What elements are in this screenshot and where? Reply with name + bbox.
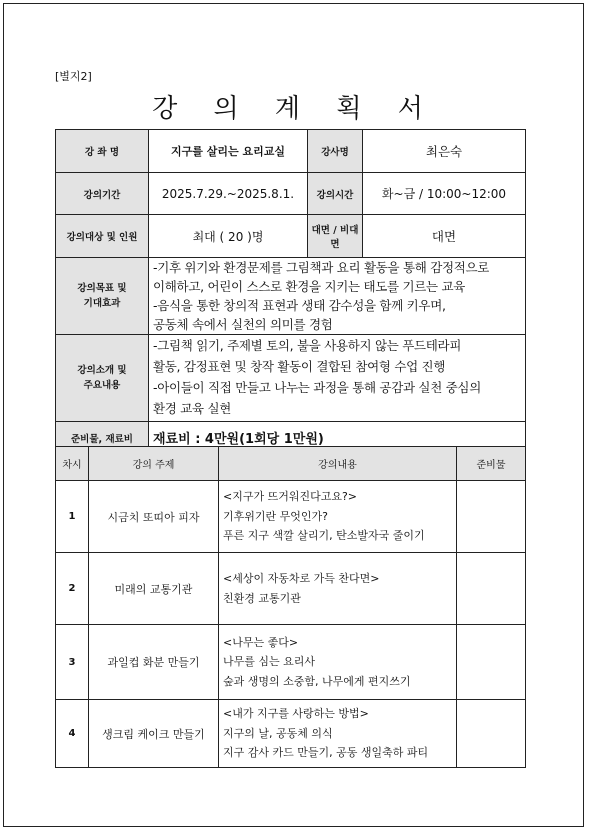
table-row (56, 700, 526, 768)
goals-label-line-2: 기대효과 (83, 298, 121, 309)
instructor-value: 최은숙 (363, 130, 526, 173)
document-title: 강 의 계 획 서 (152, 94, 437, 124)
instructor-label: 강사명 (308, 130, 363, 173)
session-topic: 생크림 케이크 만들기 (89, 700, 219, 768)
session-content (219, 700, 457, 768)
content-line: <지구가 뜨거워진다고요?> (223, 490, 358, 504)
header-topic: 강의 주제 (89, 447, 219, 481)
course-name-value: 지구를 살리는 요리교실 (149, 130, 308, 173)
target-value: 최대 ( 20 )명 (149, 215, 308, 258)
summary-line: 활동, 감정표현 및 창작 활동이 결합된 참여형 수업 진행 (153, 359, 446, 374)
table-row (56, 553, 526, 625)
content-line: 지구 감사 카드 만들기, 공동 생일축하 파티 (223, 746, 429, 760)
session-number: 3 (56, 625, 89, 700)
session-content (219, 481, 457, 553)
target-label: 강의대상 및 인원 (56, 215, 149, 258)
session-topic: 시금치 또띠아 피자 (89, 481, 219, 553)
goals-label (56, 258, 149, 335)
annex-label: [별지2] (55, 70, 92, 83)
goals-line: 이해하고, 어린이 스스로 환경을 지키는 태도를 기르는 교육 (153, 279, 465, 294)
summary-line: 환경 교육 실현 (153, 401, 231, 416)
session-topic: 과일컵 화분 만들기 (89, 625, 219, 700)
time-label: 강의시간 (308, 173, 363, 215)
lesson-plan-table (55, 446, 526, 768)
summary-label (56, 335, 149, 422)
goals-label-line-1: 강의목표 및 (77, 283, 127, 294)
content-line: 푸른 지구 색깔 살리기, 탄소발자국 줄이기 (223, 529, 425, 543)
summary-label-line-1: 강의소개 및 (77, 365, 127, 376)
session-content (219, 553, 457, 625)
content-line: 나무를 심는 요리사 (223, 655, 316, 669)
session-supplies (457, 700, 526, 768)
time-value: 화~금 / 10:00~12:00 (363, 173, 526, 215)
summary-line: -아이들이 직접 만들고 나누는 과정을 통해 공감과 실천 중심의 (153, 380, 481, 395)
course-info-table (55, 129, 526, 454)
summary-label-line-2: 주요내용 (83, 380, 121, 391)
mode-label: 대면 / 비대면 (308, 215, 363, 258)
table-row (56, 625, 526, 700)
goals-line: 공동체 속에서 실천의 의미를 경험 (153, 317, 333, 332)
content-line: 지구의 날, 공동체 의식 (223, 726, 333, 740)
summary-text (149, 335, 526, 422)
session-supplies (457, 625, 526, 700)
header-content: 강의내용 (219, 447, 457, 481)
content-line: <내가 지구를 사랑하는 방법> (223, 707, 369, 721)
session-supplies (457, 481, 526, 553)
content-line: <나무는 좋다> (223, 635, 299, 649)
course-name-label: 강 좌 명 (56, 130, 149, 173)
summary-line: -그림책 읽기, 주제별 토의, 불을 사용하지 않는 푸드테라피 (153, 338, 462, 353)
session-content (219, 625, 457, 700)
materials-label: 준비물, 재료비 (56, 422, 149, 454)
content-line: <세상이 자동차로 가득 찬다면> (223, 572, 380, 585)
session-number: 1 (56, 481, 89, 553)
period-label: 강의기간 (56, 173, 149, 215)
session-topic: 미래의 교통기관 (89, 553, 219, 625)
mode-value: 대면 (363, 215, 526, 258)
content-line: 기후위기란 무엇인가? (223, 509, 328, 523)
goals-line: -음식을 통한 창의적 표현과 생태 감수성을 함께 키우며, (153, 298, 446, 313)
period-value: 2025.7.29.~2025.8.1. (149, 173, 308, 215)
goals-line: -기후 위기와 환경문제를 그림책과 요리 활동을 통해 감정적으로 (153, 260, 490, 275)
header-session: 차시 (56, 447, 89, 481)
session-number: 2 (56, 553, 89, 625)
materials-value: 재료비 : 4만원(1회당 1만원) (149, 422, 526, 454)
table-row (56, 481, 526, 553)
content-line: 숲과 생명의 소중함, 나무에게 편지쓰기 (223, 674, 411, 688)
content-line: 친환경 교통기관 (223, 591, 301, 605)
goals-text (149, 258, 526, 335)
session-supplies (457, 553, 526, 625)
header-supplies: 준비물 (457, 447, 526, 481)
session-number: 4 (56, 700, 89, 768)
